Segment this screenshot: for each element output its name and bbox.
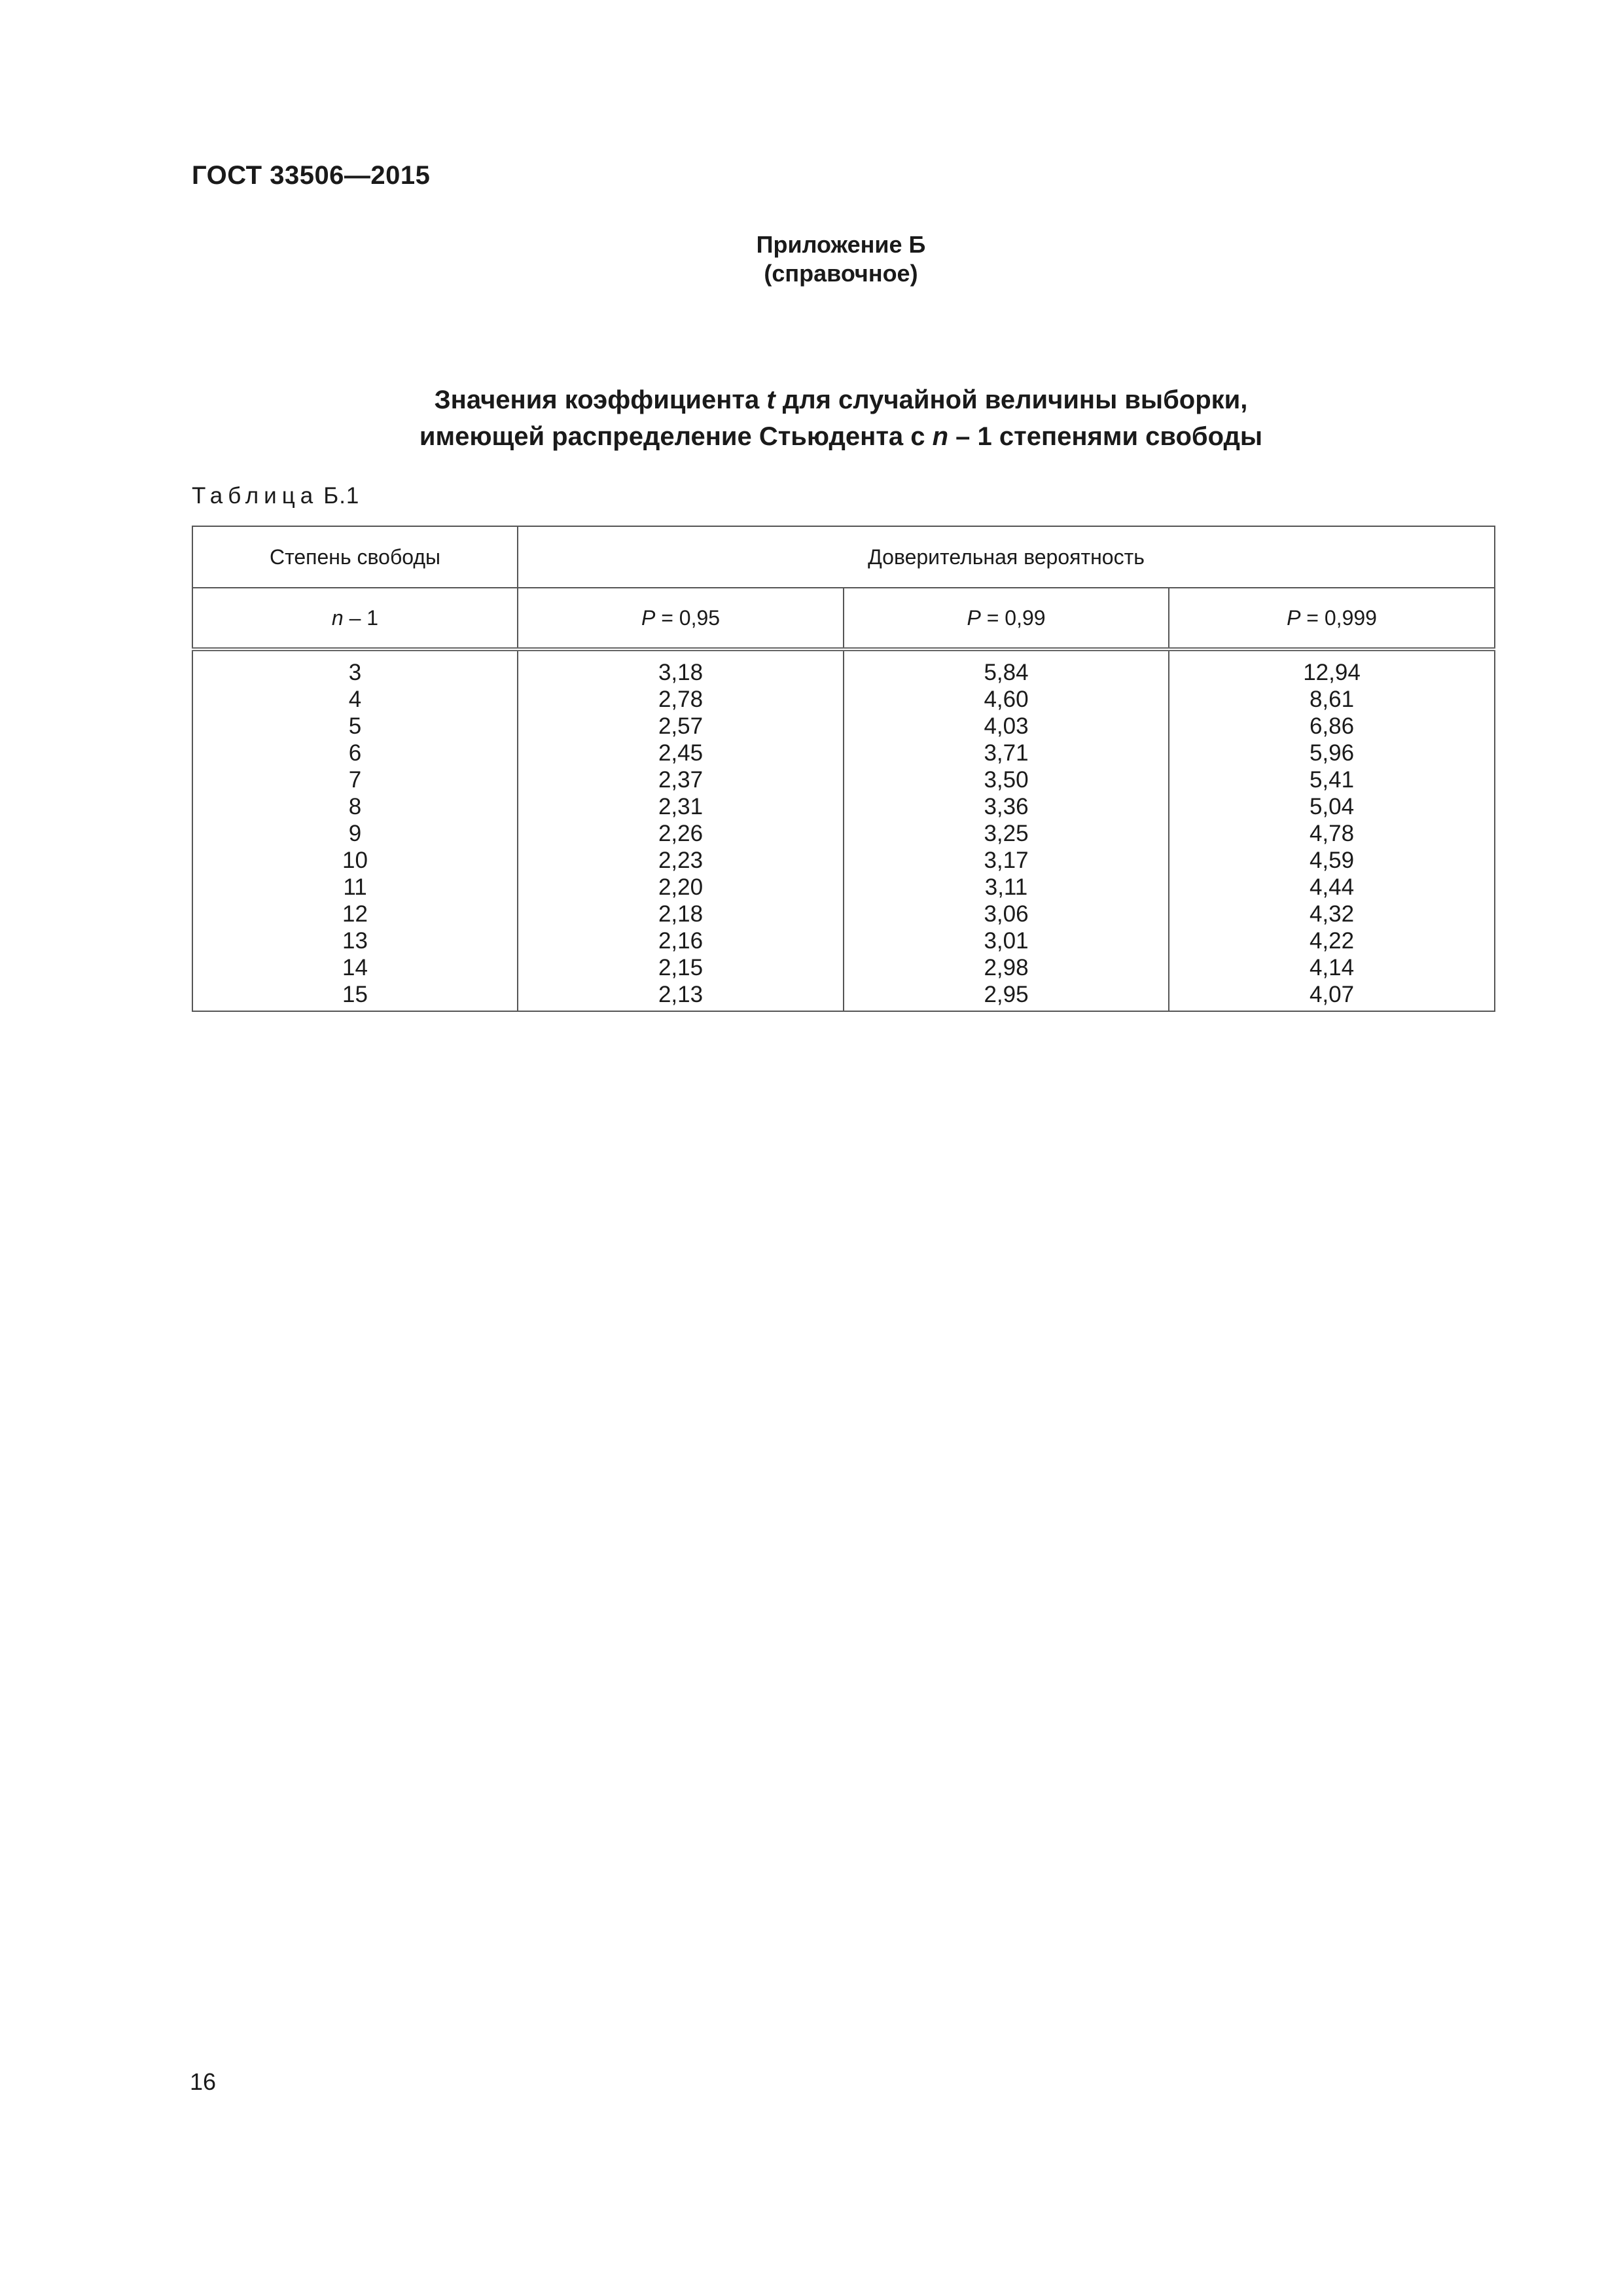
cell-t-0999: 5,04 (1169, 793, 1495, 820)
subheader-text: = 0,999 (1300, 605, 1377, 630)
cell-t-095: 2,45 (518, 740, 844, 766)
table-caption-word: Таблица (192, 483, 319, 509)
section-title (0, 382, 1623, 455)
table-row (192, 981, 1495, 1011)
table-row (192, 927, 1495, 954)
cell-t-099: 3,17 (844, 847, 1169, 874)
cell-t-0999: 12,94 (1169, 649, 1495, 686)
page-number: 16 (190, 2068, 217, 2095)
variable-p: P (967, 605, 981, 630)
subheader-text: = 0,99 (980, 605, 1046, 630)
subheader-p-0999 (1169, 588, 1495, 649)
title-variable: n (932, 422, 949, 451)
cell-degrees: 13 (192, 927, 518, 954)
title-text: Значения коэффициента (434, 386, 767, 414)
title-text: имеющей распределение Стьюдента с (419, 422, 933, 451)
cell-t-099: 5,84 (844, 649, 1169, 686)
cell-t-099: 3,06 (844, 901, 1169, 927)
cell-t-099: 4,60 (844, 686, 1169, 713)
cell-t-0999: 4,32 (1169, 901, 1495, 927)
document-code: ГОСТ 33506—2015 (192, 161, 431, 190)
title-text: – 1 степенями свободы (948, 422, 1263, 451)
cell-t-099: 3,71 (844, 740, 1169, 766)
cell-t-095: 2,31 (518, 793, 844, 820)
cell-t-0999: 6,86 (1169, 713, 1495, 740)
table-row (192, 874, 1495, 901)
cell-t-099: 2,98 (844, 954, 1169, 981)
table-row (192, 740, 1495, 766)
cell-degrees: 7 (192, 766, 518, 793)
cell-t-0999: 4,59 (1169, 847, 1495, 874)
table-row (192, 686, 1495, 713)
table-row (192, 766, 1495, 793)
subheader-p-099 (844, 588, 1169, 649)
cell-t-099: 3,36 (844, 793, 1169, 820)
cell-degrees: 15 (192, 981, 518, 1011)
cell-t-095: 2,37 (518, 766, 844, 793)
subheader-text: – 1 (343, 605, 379, 630)
table-header-row (192, 526, 1495, 588)
title-variable: t (766, 386, 776, 414)
table-subheader-row (192, 588, 1495, 649)
table-caption (192, 483, 359, 509)
cell-t-0999: 4,78 (1169, 820, 1495, 847)
cell-t-095: 2,20 (518, 874, 844, 901)
table-row (192, 713, 1495, 740)
table-row (192, 820, 1495, 847)
cell-t-095: 2,18 (518, 901, 844, 927)
title-text: для случайной величины выборки, (775, 386, 1248, 414)
variable-p: P (1287, 605, 1301, 630)
cell-t-0999: 5,96 (1169, 740, 1495, 766)
cell-t-095: 2,23 (518, 847, 844, 874)
subheader-p-095 (518, 588, 844, 649)
cell-t-0999: 4,07 (1169, 981, 1495, 1011)
cell-t-099: 3,11 (844, 874, 1169, 901)
annex-type: (справочное) (764, 260, 918, 287)
cell-t-095: 2,26 (518, 820, 844, 847)
cell-t-099: 3,50 (844, 766, 1169, 793)
header-degrees-of-freedom: Степень свободы (192, 526, 518, 588)
header-confidence-probability: Доверительная вероятность (518, 526, 1495, 588)
cell-t-099: 4,03 (844, 713, 1169, 740)
cell-degrees: 8 (192, 793, 518, 820)
student-t-table (192, 526, 1495, 1012)
cell-degrees: 6 (192, 740, 518, 766)
cell-t-095: 2,78 (518, 686, 844, 713)
cell-t-095: 2,57 (518, 713, 844, 740)
title-line-2 (0, 418, 1623, 455)
cell-degrees: 10 (192, 847, 518, 874)
cell-t-095: 2,16 (518, 927, 844, 954)
annex-heading (0, 230, 1623, 288)
variable-n: n (331, 605, 344, 630)
cell-degrees: 14 (192, 954, 518, 981)
cell-t-0999: 4,44 (1169, 874, 1495, 901)
table-row (192, 901, 1495, 927)
cell-t-099: 3,25 (844, 820, 1169, 847)
title-line-1 (0, 382, 1623, 418)
cell-t-099: 3,01 (844, 927, 1169, 954)
cell-t-095: 2,15 (518, 954, 844, 981)
cell-degrees: 9 (192, 820, 518, 847)
variable-p: P (641, 605, 656, 630)
cell-t-095: 2,13 (518, 981, 844, 1011)
subheader-n-minus-1 (192, 588, 518, 649)
annex-label: Приложение Б (756, 231, 926, 258)
cell-t-0999: 8,61 (1169, 686, 1495, 713)
table-row (192, 793, 1495, 820)
table-row (192, 847, 1495, 874)
table-row (192, 954, 1495, 981)
cell-degrees: 12 (192, 901, 518, 927)
cell-t-0999: 4,22 (1169, 927, 1495, 954)
cell-degrees: 3 (192, 649, 518, 686)
cell-degrees: 11 (192, 874, 518, 901)
cell-t-095: 3,18 (518, 649, 844, 686)
subheader-text: = 0,95 (655, 605, 721, 630)
cell-t-0999: 5,41 (1169, 766, 1495, 793)
table-row (192, 649, 1495, 686)
table-caption-number: Б.1 (323, 483, 360, 509)
cell-degrees: 5 (192, 713, 518, 740)
cell-t-099: 2,95 (844, 981, 1169, 1011)
cell-degrees: 4 (192, 686, 518, 713)
cell-t-0999: 4,14 (1169, 954, 1495, 981)
